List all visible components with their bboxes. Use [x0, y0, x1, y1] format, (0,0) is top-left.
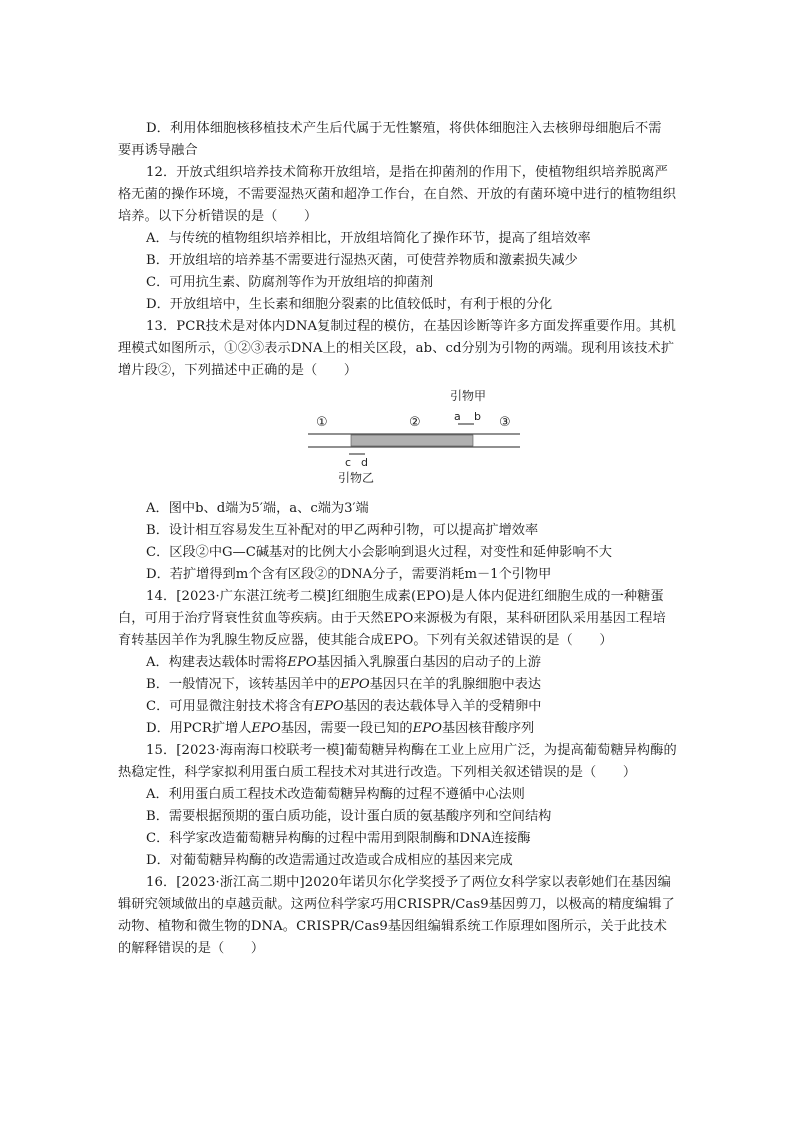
- q14-d-gene-1: EPO: [251, 721, 281, 736]
- q14-b-text-2: 基因只在羊的乳腺细胞中表达: [369, 677, 542, 692]
- q14-option-c: [118, 696, 678, 718]
- q14-c-text-2: 基因的表达载体导入羊的受精卵中: [343, 699, 542, 714]
- end-a-label: a: [454, 410, 461, 423]
- q15-option-a: A．利用蛋白质工程技术改造葡萄糖异构酶的过程不遵循中心法则: [146, 787, 525, 802]
- q14-a-text-1: A．构建表达载体时需将: [146, 655, 288, 670]
- q15-option-c: C．科学家改造葡萄糖异构酶的过程中需用到限制酶和DNA连接酶: [146, 831, 531, 846]
- pcr-diagram-svg: [118, 386, 678, 494]
- q15-option-d: D．对葡萄糖异构酶的改造需通过改造或合成相应的基因来完成: [146, 853, 513, 868]
- q11-option-d-line1: D．利用体细胞核移植技术产生后代属于无性繁殖，将供体细胞注入去核卵母细胞后不需: [146, 121, 662, 136]
- end-d-label: d: [361, 456, 368, 469]
- q12-option-b: B．开放组培的培养基不需要进行湿热灭菌，可使营养物质和激素损失减少: [146, 253, 578, 268]
- q13-option-b: B．设计相互容易发生互补配对的甲乙两种引物，可以提高扩增效率: [146, 523, 539, 538]
- q12-stem: 12．开放式组织培养技术简称开放组培，是指在抑菌剂的作用下，使植物组织培养脱离严格无菌的操作环境，不需要湿热灭菌和超净工作台，在自然、开放的有菌环境中进行的植物组织培养。以下分析错误的是（ ）: [118, 165, 677, 224]
- q14-c-text-1: C．可用显微注射技术将含有: [146, 699, 315, 714]
- primer-jia-label: 引物甲: [450, 389, 487, 403]
- q11-option-d-line2: 要再诱导融合: [118, 143, 198, 158]
- q14-d-text-2: 基因，需要一段已知的: [280, 721, 413, 736]
- q14-option-a: [118, 652, 678, 674]
- q15-stem: 15．[2023·海南海口校联考一模]葡萄糖异构酶在工业上应用广泛，为提高葡萄糖异构酶的热稳定性，科学家拟利用蛋白质工程技术对其进行改造。下列相关叙述错误的是（ ）: [118, 743, 677, 780]
- q14-a-gene: EPO: [287, 655, 317, 670]
- q14-d-text-3: 基因核苷酸序列: [441, 721, 535, 736]
- primer-yi-label: 引物乙: [338, 471, 375, 485]
- q14-option-b: [118, 674, 678, 696]
- q14-c-gene: EPO: [314, 699, 344, 714]
- q14-b-gene: EPO: [340, 677, 370, 692]
- q16-stem: 16．[2023·浙江高二期中]2020年诺贝尔化学奖授予了两位女科学家以表彰她们在基因编辑研究领域做出的卓越贡献。这两位科学家巧用CRISPR/Cas9基因剪刀，以极高的精度编辑了动物、植物和微生物的DNA。CRISPR/Cas9基因组编辑系统工作原理如图所示，关于此技术的解释错误的是（ ）: [118, 875, 675, 956]
- q14-d-text-1: D．用PCR扩增人: [146, 721, 252, 736]
- q14-option-d: [118, 718, 678, 740]
- q13-option-c: C．区段②中G—C碱基对的比例大小会影响到退火过程，对变性和延伸影响不大: [146, 545, 612, 560]
- segment-2-region: [351, 435, 473, 446]
- q14-b-text-1: B．一般情况下，该转基因羊中的: [146, 677, 341, 692]
- q13-option-a: A．图中b、d端为5′端，a、c端为3′端: [146, 501, 369, 516]
- segment-1-label: ①: [316, 415, 328, 430]
- end-b-label: b: [474, 410, 481, 423]
- segment-2-label: ②: [409, 415, 421, 430]
- q14-stem: 14．[2023·广东湛江统考二模]红细胞生成素(EPO)是人体内促进红细胞生成的一种糖蛋白，可用于治疗肾衰性贫血等疾病。由于天然EPO来源极为有限，某科研团队采用基因工程培育转基因羊作为乳腺生物反应器，使其能合成EPO。下列有关叙述错误的是（ ）: [118, 589, 666, 648]
- pcr-diagram: [118, 386, 678, 494]
- q12-option-a: A．与传统的植物组织培养相比，开放组培简化了操作环节，提高了组培效率: [146, 231, 591, 246]
- q14-d-gene-2: EPO: [412, 721, 442, 736]
- q12-option-d: D．开放组培中，生长素和细胞分裂素的比值较低时，有利于根的分化: [146, 297, 553, 312]
- q15-option-b: B．需要根据预期的蛋白质功能，设计蛋白质的氨基酸序列和空间结构: [146, 809, 552, 824]
- end-c-label: c: [345, 456, 352, 469]
- q12-option-c: C．可用抗生素、防腐剂等作为开放组培的抑菌剂: [146, 275, 434, 290]
- q13-option-d: D．若扩增得到m个含有区段②的DNA分子，需要消耗m－1个引物甲: [146, 567, 552, 582]
- q13-stem: 13．PCR技术是对体内DNA复制过程的模仿，在基因诊断等许多方面发挥重要作用。其机理模式如图所示，①②③表示DNA上的相关区段，ab、cd分别为引物的两端。现利用该技术扩增片段②，下列描述中正确的是（ ）: [118, 319, 676, 378]
- q14-a-text-2: 基因插入乳腺蛋白基因的启动子的上游: [316, 655, 541, 670]
- question-content: [118, 118, 678, 960]
- segment-3-label: ③: [499, 415, 511, 430]
